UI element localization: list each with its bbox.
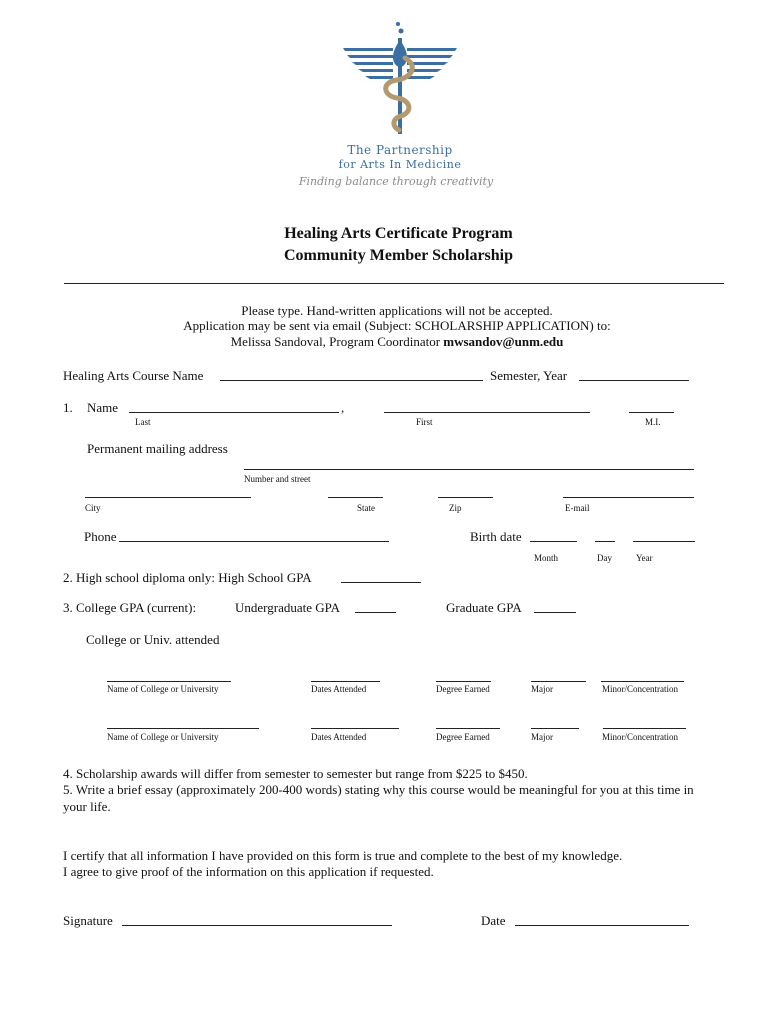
major-caption-2: Major — [531, 732, 553, 742]
college-name-field-2[interactable] — [107, 728, 259, 729]
zip-caption: Zip — [449, 503, 462, 513]
email-caption: E-mail — [565, 503, 590, 513]
college-attended-label: College or Univ. attended — [86, 632, 220, 647]
minor-caption-1: Minor/Concentration — [602, 684, 678, 694]
phone-field[interactable] — [119, 541, 389, 542]
q3-text: 3. College GPA (current): — [63, 600, 197, 615]
q4-text: 4. Scholarship awards will differ from semester to semester but range from $225 to $450. — [63, 766, 528, 781]
q2-text: 2. High school diploma only: High School GPA — [63, 570, 312, 585]
signature-field[interactable] — [122, 925, 392, 926]
day-caption: Day — [597, 553, 612, 563]
state-field[interactable] — [328, 497, 383, 498]
name-label: Name — [87, 400, 119, 415]
minor-field-2[interactable] — [603, 728, 686, 729]
street-field[interactable] — [244, 469, 694, 470]
middle-initial-field[interactable] — [629, 412, 674, 413]
degree-earned-field-2[interactable] — [436, 728, 500, 729]
page-title: Healing Arts Certificate Program — [284, 225, 513, 242]
mi-caption: M.I. — [645, 417, 661, 427]
instruction-line-3 — [0, 334, 770, 350]
dates-caption-2: Dates Attended — [311, 732, 367, 742]
zip-field[interactable] — [438, 497, 493, 498]
coordinator-text: Melissa Sandoval, Program Coordinator — [230, 334, 441, 349]
degree-caption-2: Degree Earned — [436, 732, 490, 742]
logo-line2: for Arts In Medicine — [338, 158, 462, 171]
last-name-field[interactable] — [129, 412, 339, 413]
major-field-2[interactable] — [531, 728, 579, 729]
minor-field-1[interactable] — [601, 681, 684, 682]
mailing-address-label: Permanent mailing address — [87, 441, 228, 456]
college-name-caption-1: Name of College or University — [107, 684, 219, 694]
last-caption: Last — [135, 417, 151, 427]
major-field-1[interactable] — [531, 681, 586, 682]
date-label: Date — [481, 913, 506, 928]
certify-line-1: I certify that all information I have provided on this form is true and complete to the best of my knowledge. — [63, 848, 623, 863]
instruction-line-1: Please type. Hand-written applications will not be accepted. — [241, 303, 553, 318]
degree-earned-field-1[interactable] — [436, 681, 491, 682]
birth-day-field[interactable] — [595, 541, 615, 542]
course-name-label: Healing Arts Course Name — [63, 368, 204, 383]
birth-year-field[interactable] — [633, 541, 695, 542]
semester-year-field[interactable] — [579, 380, 689, 381]
first-name-field[interactable] — [384, 412, 590, 413]
logo-line1: The Partnership — [347, 143, 453, 157]
undergrad-gpa-label: Undergraduate GPA — [235, 600, 341, 615]
minor-caption-2: Minor/Concentration — [602, 732, 678, 742]
city-field[interactable] — [85, 497, 251, 498]
title-divider — [64, 283, 724, 284]
undergrad-gpa-field[interactable] — [355, 612, 396, 613]
grad-gpa-label: Graduate GPA — [446, 600, 522, 615]
certify-line-2: I agree to give proof of the information on this application if requested. — [63, 864, 434, 879]
email-field[interactable] — [563, 497, 694, 498]
dates-attended-field-1[interactable] — [311, 681, 380, 682]
page-subtitle: Community Member Scholarship — [283, 247, 514, 264]
major-caption-1: Major — [531, 684, 553, 694]
college-name-caption-2: Name of College or University — [107, 732, 219, 742]
grad-gpa-field[interactable] — [534, 612, 576, 613]
hs-gpa-field[interactable] — [341, 582, 421, 583]
year-caption: Year — [636, 553, 653, 563]
q1-number: 1. — [63, 400, 73, 415]
logo — [335, 18, 465, 138]
phone-label: Phone — [84, 529, 117, 544]
course-name-field[interactable] — [220, 380, 483, 381]
first-caption: First — [416, 417, 433, 427]
name-comma: , — [341, 400, 345, 415]
state-caption: State — [357, 503, 375, 513]
q5-text-line-1: 5. Write a brief essay (approximately 200-400 words) stating why this course would be meaningful for you at this time in — [63, 782, 694, 797]
caduceus-logo-icon — [335, 18, 465, 138]
semester-year-label: Semester, Year — [490, 368, 568, 383]
city-caption: City — [85, 503, 101, 513]
dates-attended-field-2[interactable] — [311, 728, 399, 729]
degree-caption-1: Degree Earned — [436, 684, 490, 694]
street-caption: Number and street — [244, 474, 311, 484]
month-caption: Month — [534, 553, 559, 563]
logo-tagline: Finding balance through creativity — [298, 175, 494, 188]
instruction-line-2: Application may be sent via email (Subject: SCHOLARSHIP APPLICATION) to: — [183, 318, 611, 333]
birth-month-field[interactable] — [530, 541, 577, 542]
college-name-field-1[interactable] — [107, 681, 231, 682]
dates-caption-1: Dates Attended — [311, 684, 367, 694]
q5-text-line-2: your life. — [63, 799, 111, 814]
birth-date-label: Birth date — [470, 529, 522, 544]
coordinator-email[interactable]: mwsandov@unm.edu — [443, 334, 564, 349]
signature-label: Signature — [63, 913, 113, 928]
date-field[interactable] — [515, 925, 689, 926]
